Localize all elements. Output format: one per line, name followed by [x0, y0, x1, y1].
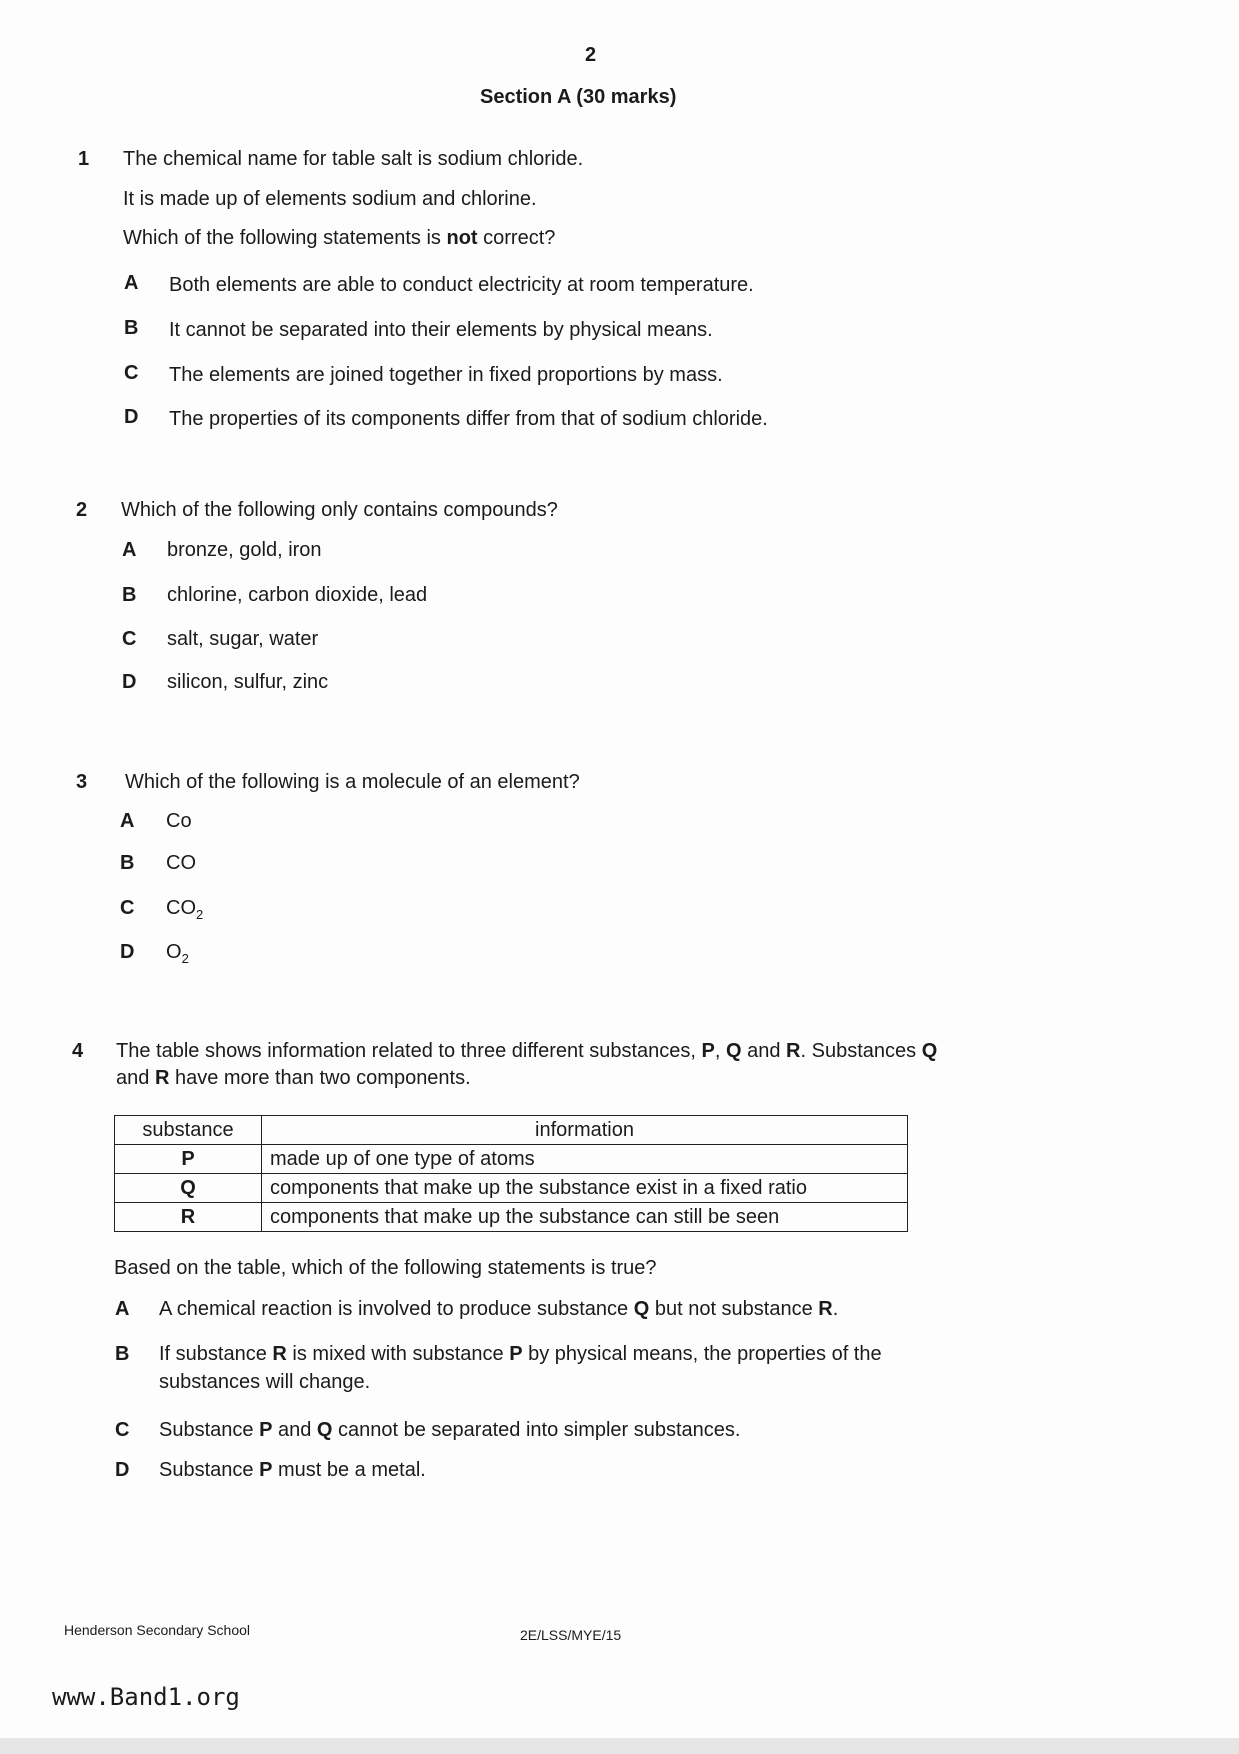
- subscript: 2: [196, 907, 204, 922]
- prompt-emphasis: not: [446, 227, 478, 249]
- option-text: A chemical reaction is involved to produce substance Q but not substance R.: [159, 1298, 839, 1320]
- option-text: The properties of its components differ from that of sodium chloride.: [169, 408, 768, 430]
- option-text: The elements are joined together in fixed proportions by mass.: [169, 364, 723, 386]
- table-header-row: [115, 1116, 908, 1145]
- option-letter: A: [120, 810, 135, 832]
- option-letter: B: [120, 852, 135, 874]
- option-text: Substance P must be a metal.: [159, 1459, 426, 1481]
- formula: O: [166, 941, 182, 963]
- substance-table: [114, 1115, 908, 1232]
- formula: Co: [166, 810, 192, 832]
- option-text: It cannot be separated into their elements by physical means.: [169, 319, 713, 341]
- option-text: salt, sugar, water: [167, 628, 319, 650]
- option-letter: B: [122, 584, 137, 606]
- question-number: 2: [76, 499, 88, 521]
- option-letter: B: [115, 1343, 130, 1365]
- column-header: substance: [115, 1116, 262, 1145]
- option-letter: A: [124, 272, 139, 294]
- table-cell: R: [115, 1203, 262, 1232]
- option-letter: D: [115, 1459, 130, 1481]
- table-row: [115, 1203, 908, 1232]
- option-text: [166, 852, 196, 875]
- option-letter: A: [115, 1298, 130, 1320]
- section-title: Section A (30 marks): [480, 86, 677, 108]
- subscript: 2: [181, 951, 189, 966]
- scan-edge: [0, 1738, 1239, 1754]
- option-text: Substance P and Q cannot be separated into simpler substances.: [159, 1419, 741, 1441]
- option-text: bronze, gold, iron: [167, 539, 322, 561]
- question-text: It is made up of elements sodium and chlorine.: [123, 188, 537, 210]
- option-text: If substance R is mixed with substance P by physical means, the properties of the: [159, 1343, 882, 1365]
- question-prompt: Which of the following only contains compounds?: [121, 499, 558, 521]
- option-letter: C: [115, 1419, 130, 1441]
- question-text: The table shows information related to three different substances, P, Q and R. Substances Q: [116, 1040, 938, 1062]
- question-number: 4: [72, 1040, 84, 1062]
- option-text: [166, 897, 203, 922]
- option-letter: D: [120, 941, 135, 963]
- option-text: [166, 810, 192, 833]
- question-prompt: Which of the following is a molecule of an element?: [125, 771, 580, 793]
- formula: CO: [166, 852, 196, 874]
- table-cell: P: [115, 1145, 262, 1174]
- question-prompt: Based on the table, which of the following statements is true?: [114, 1257, 657, 1279]
- option-text: substances will change.: [159, 1371, 371, 1393]
- table-cell: made up of one type of atoms: [262, 1145, 908, 1174]
- option-letter: D: [124, 406, 139, 428]
- question-text: and R have more than two components.: [116, 1067, 471, 1089]
- page-number: 2: [585, 44, 597, 66]
- option-letter: C: [124, 362, 139, 384]
- option-text: [166, 941, 189, 966]
- table-row: [115, 1145, 908, 1174]
- table-cell: components that make up the substance exist in a fixed ratio: [262, 1174, 908, 1203]
- table-cell: components that make up the substance can still be seen: [262, 1203, 908, 1232]
- footer-paper-code: 2E/LSS/MYE/15: [520, 1627, 622, 1643]
- footer-school: Henderson Secondary School: [64, 1622, 251, 1638]
- question-number: 3: [76, 771, 88, 793]
- question-text: The chemical name for table salt is sodium chloride.: [123, 148, 584, 170]
- column-header: information: [262, 1116, 908, 1145]
- option-letter: C: [122, 628, 137, 650]
- option-text: silicon, sulfur, zinc: [167, 671, 329, 693]
- prompt-text: Which of the following statements is: [123, 227, 447, 249]
- option-letter: A: [122, 539, 137, 561]
- option-letter: B: [124, 317, 139, 339]
- option-text: chlorine, carbon dioxide, lead: [167, 584, 428, 606]
- prompt-text: correct?: [477, 227, 556, 249]
- table-row: [115, 1174, 908, 1203]
- watermark-url: www.Band1.org: [52, 1683, 240, 1711]
- question-number: 1: [78, 148, 90, 170]
- option-text: Both elements are able to conduct electricity at room temperature.: [169, 274, 754, 296]
- question-prompt: [123, 227, 555, 250]
- option-letter: D: [122, 671, 137, 693]
- option-letter: C: [120, 897, 135, 919]
- formula: CO: [166, 897, 196, 919]
- table-cell: Q: [115, 1174, 262, 1203]
